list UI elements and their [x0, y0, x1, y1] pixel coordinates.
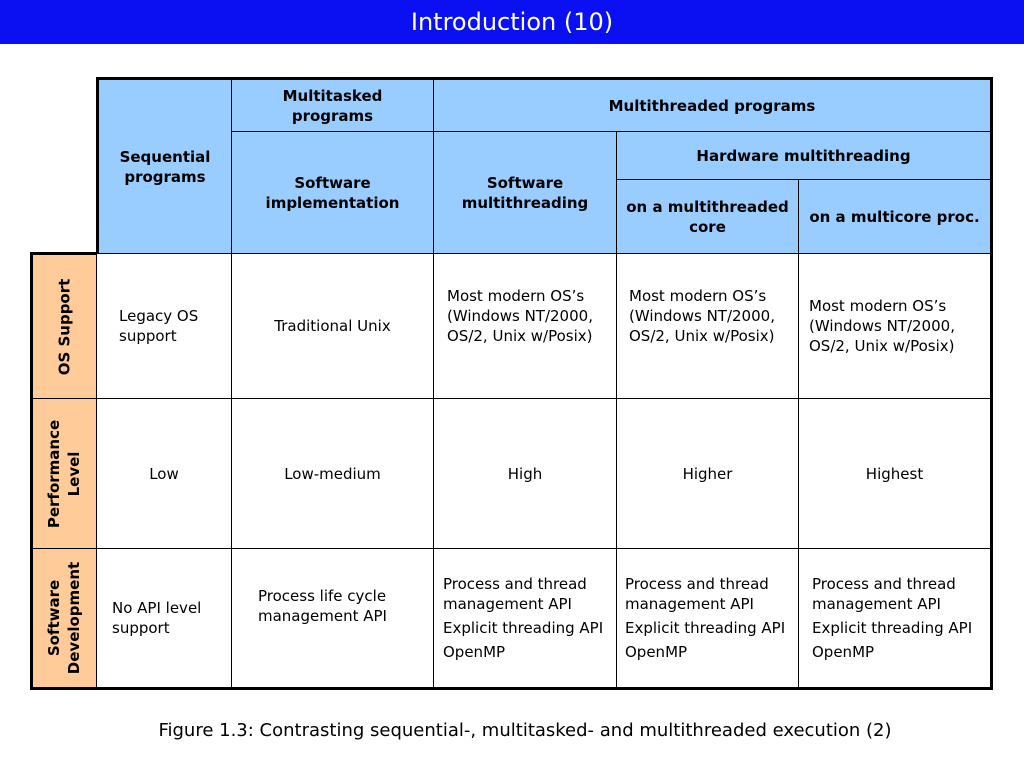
- cell-perf-hw-multicore: Highest: [798, 398, 993, 549]
- header-hardware-multithreading: Hardware multithreading: [616, 131, 993, 180]
- header-multicore-proc: on a multicore proc.: [798, 179, 993, 254]
- cell-os-multitasked: Traditional Unix: [231, 253, 434, 399]
- row-header-performance-line1: Performance: [45, 419, 64, 528]
- cell-os-hw-multicore: Most modern OS’s (Windows NT/2000, OS/2, Unix w/Posix): [798, 253, 993, 399]
- cell-dev-hw-multicore: [798, 548, 993, 690]
- dev-sw-item-1: Process and thread management API: [443, 575, 587, 613]
- row-header-os-support: [30, 252, 97, 399]
- row-header-os-support-label: OS Support: [55, 278, 74, 375]
- header-sequential: Sequential programs: [96, 77, 232, 254]
- dev-core-item-3: OpenMP: [625, 643, 688, 661]
- dev-multicore-item-2: Explicit threading API: [812, 619, 973, 637]
- header-multitasked: Multitasked programs: [231, 77, 434, 132]
- row-header-software-dev-label: [45, 562, 85, 674]
- dev-core-item-2: Explicit threading API: [625, 619, 786, 637]
- dev-multicore-item-1: Process and thread management API: [812, 575, 956, 613]
- header-software-implementation: Software implementation: [231, 131, 434, 254]
- slide-title: Introduction (10): [0, 0, 1024, 44]
- cell-perf-multitasked: Low-medium: [231, 398, 434, 549]
- cell-os-sw-multithreading: Most modern OS’s (Windows NT/2000, OS/2, Unix w/Posix): [433, 253, 617, 399]
- dev-sw-item-3: OpenMP: [443, 643, 506, 661]
- row-header-performance-level: [30, 398, 97, 549]
- header-software-multithreading: Software multithreading: [433, 131, 617, 254]
- row-header-software-development: [30, 548, 97, 690]
- row-header-software-dev-line2: Development: [65, 561, 84, 675]
- dev-sw-item-2: Explicit threading API: [443, 619, 604, 637]
- row-header-software-dev-line1: Software: [45, 579, 64, 657]
- cell-perf-hw-multithreaded-core: Higher: [616, 398, 799, 549]
- figure-caption: Figure 1.3: Contrasting sequential-, multitasked- and multithreaded execution (2): [158, 720, 892, 741]
- row-header-performance-label: [45, 419, 85, 527]
- cell-dev-sw-multithreading: [433, 548, 617, 690]
- cell-os-hw-multithreaded-core: Most modern OS’s (Windows NT/2000, OS/2, Unix w/Posix): [616, 253, 799, 399]
- cell-perf-sw-multithreading: High: [433, 398, 617, 549]
- header-multithreaded-core: on a multithreaded core: [616, 179, 799, 254]
- header-multithreaded: Multithreaded programs: [433, 77, 993, 132]
- cell-dev-sequential: No API level support: [96, 548, 232, 690]
- cell-perf-sequential: Low: [96, 398, 232, 549]
- cell-dev-multitasked: Process life cycle management API: [231, 548, 434, 690]
- dev-core-item-1: Process and thread management API: [625, 575, 769, 613]
- cell-dev-hw-multithreaded-core: [616, 548, 799, 690]
- cell-os-sequential: Legacy OS support: [96, 253, 232, 399]
- dev-multicore-item-3: OpenMP: [812, 643, 875, 661]
- row-header-performance-line2: Level: [65, 451, 84, 496]
